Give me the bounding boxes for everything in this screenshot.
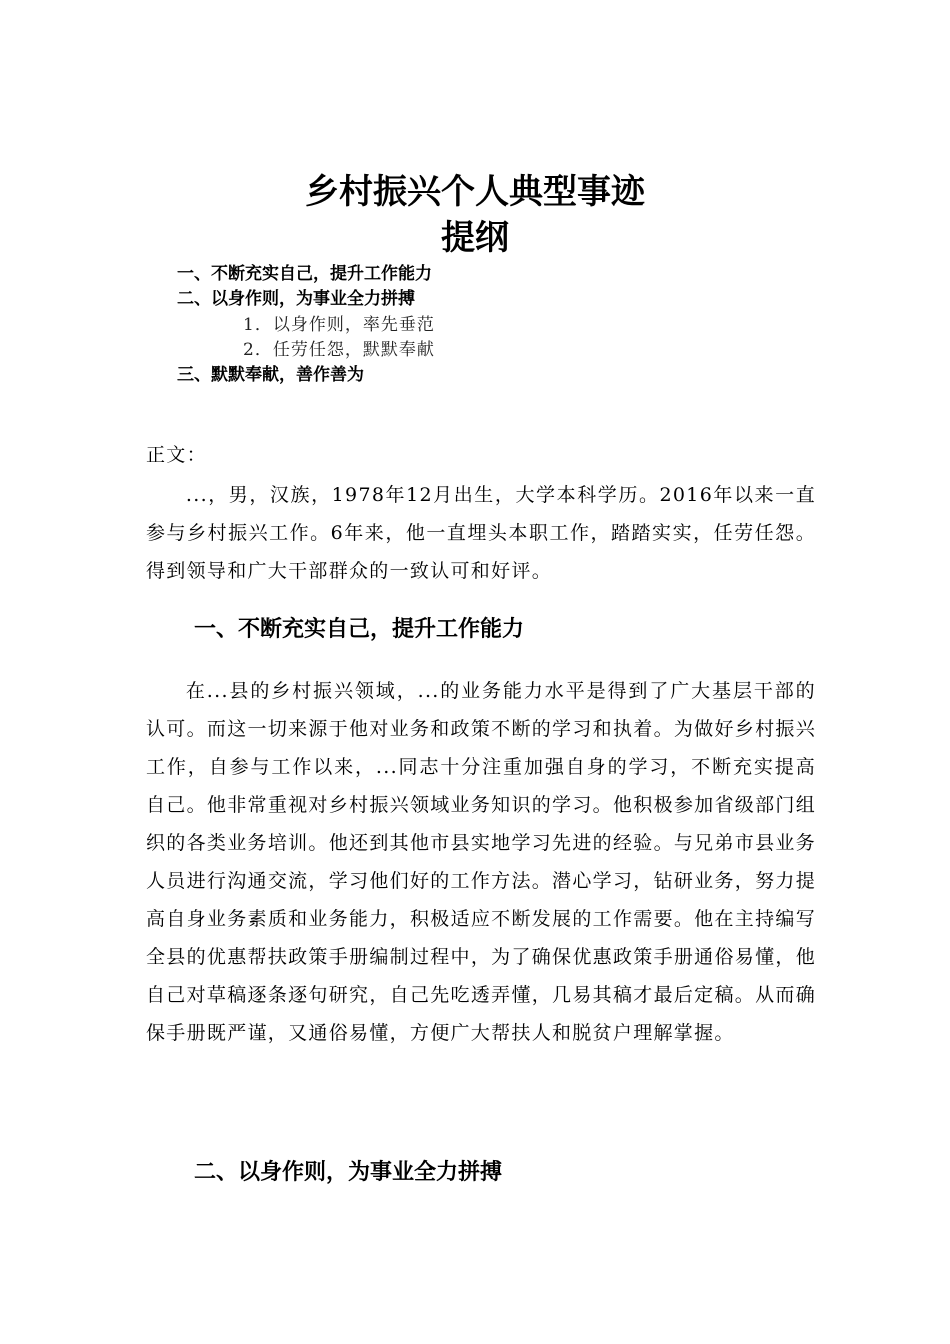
outline-subitem-1: 1．以身作则，率先垂范 (243, 315, 435, 335)
section-heading-2: 二、以身作则，为事业全力拼搏 (194, 1160, 503, 1185)
section-heading-1: 一、不断充实自己，提升工作能力 (194, 617, 525, 642)
outline-item-2: 二、以身作则，为事业全力拼搏 (177, 289, 415, 309)
outline-subitem-2: 2．任劳任怨，默默奉献 (243, 340, 435, 360)
body-label: 正文： (146, 444, 207, 466)
outline-item-3: 三、默默奉献，善作善为 (177, 365, 364, 385)
document-subtitle: 提纲 (441, 218, 509, 258)
intro-paragraph: ...，男，汉族，1978年12月出生，大学本科学历。2016年以来一直参与乡村振兴工作。6年来，他一直埋头本职工作，踏踏实实，任劳任怨。得到领导和广大干部群众的一致认可和好评。 (146, 484, 816, 582)
section-1-paragraph: 在...县的乡村振兴领域，...的业务能力水平是得到了广大基层干部的认可。而这一切来源于他对业务和政策不断的学习和执着。为做好乡村振兴工作，自参与工作以来，...同志十分注重加强自身的学习，不断充实提高自己。他非常重视对乡村振兴领域业务知识的学习。他积极参加省级部门组织的各类业务培训。他还到其他市县实地学习先进的经验。与兄弟市县业务人员进行沟通交流，学习他们好的工作方法。潜心学习，钻研业务，努力提高自身业务素质和业务能力，积极适应不断发展的工作需要。他在主持编写全县的优惠帮扶政策手册编制过程中，为了确保优惠政策手册通俗易懂，他自己对草稿逐条逐句研究，自己先吃透弄懂，几易其稿才最后定稿。从而确保手册既严谨，又通俗易懂，方便广大帮扶人和脱贫户理解掌握。 (146, 680, 816, 1044)
document-title: 乡村振兴个人典型事迹 (305, 172, 645, 212)
outline-item-1: 一、不断充实自己，提升工作能力 (177, 264, 432, 284)
